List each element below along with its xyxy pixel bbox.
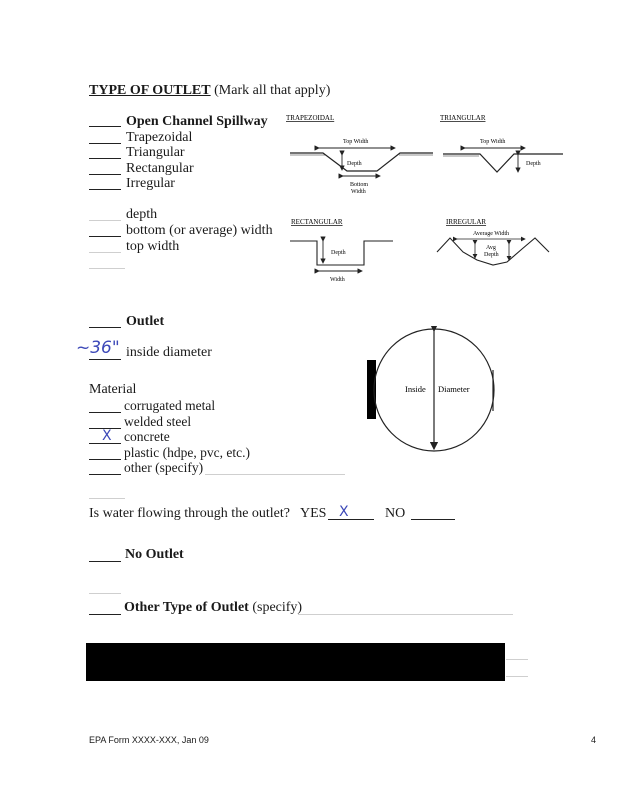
triangular-depth: Depth [526,161,541,167]
rectangular-width: Width [330,277,345,283]
triangular-top-width: Top Width [480,139,506,145]
pipe-circle-diagram [365,326,505,454]
rectangular-title: RECTANGULAR [291,218,343,226]
type-irregular-label: Irregular [126,176,175,191]
trapezoidal-title: TRAPEZOIDAL [286,114,335,122]
spillway-checkbox-blank[interactable] [89,126,121,127]
flowing-yes-label: YES [300,506,327,521]
no-outlet-blank[interactable] [89,561,121,562]
trapezoidal-diagram [286,114,433,195]
material-heading: Material [89,382,137,397]
other-type-blank[interactable] [89,614,121,615]
measure-top-width-label: top width [126,239,180,254]
irregular-title: IRREGULAR [446,218,487,226]
other-type-specify-line[interactable] [298,614,513,615]
handwritten-diameter-value: ~36" [76,338,120,358]
redaction-block [86,643,505,681]
flowing-no-label: NO [385,506,406,521]
material-corrugated-blank[interactable] [89,412,121,413]
flowing-no-blank[interactable] [411,519,455,520]
material-other-blank[interactable] [89,474,121,475]
circle-inside-label: Inside [405,384,426,394]
concrete-x-mark: X [102,428,112,444]
no-outlet-label: No Outlet [125,547,184,562]
material-concrete-label: concrete [124,429,170,444]
spillway-heading: Open Channel Spillway [126,114,268,129]
trapezoidal-bottom: Bottom [350,182,369,188]
flowing-question: Is water flowing through the outlet? [89,506,291,521]
material-steel-label: welded steel [124,414,192,429]
section-title [89,83,330,99]
type-irregular-blank[interactable] [89,189,121,190]
type-trapezoidal-blank[interactable] [89,143,121,144]
redaction-line-1 [506,659,528,660]
flowing-yes-x-mark: X [339,504,349,520]
footer-page-number: 4 [591,735,597,745]
type-rectangular-blank[interactable] [89,174,121,175]
material-other-label: other (specify) [124,460,204,475]
other-separator [89,593,121,594]
triangular-diagram [440,114,563,172]
material-plastic-label: plastic (hdpe, pvc, etc.) [124,445,250,460]
type-rectangular-label: Rectangular [126,161,194,176]
measure-extra-blank[interactable] [89,268,125,269]
other-type-heading: Other Type of Outlet [124,600,249,615]
diameter-blank[interactable] [89,359,121,360]
outlet-checkbox-blank[interactable] [89,327,121,328]
trapezoidal-top-width: Top Width [343,139,369,145]
section-title-text: TYPE OF OUTLET [89,83,211,98]
outlet-heading: Outlet [126,314,165,329]
footer-form-id: EPA Form XXXX-XXX, Jan 09 [89,735,209,745]
measure-width-blank[interactable] [89,236,121,237]
redaction-line-2 [506,676,528,677]
irregular-avg: Avg [486,245,496,251]
measure-depth-label: depth [126,207,158,222]
irregular-depth: Depth [484,252,499,258]
other-type-suffix: (specify) [252,600,303,615]
trapezoidal-bottom-width: Width [351,189,366,195]
rectangular-depth: Depth [331,250,346,256]
section-instruction: (Mark all that apply) [214,83,331,98]
type-triangular-label: Triangular [126,145,185,160]
irregular-average-width: Average Width [473,231,510,237]
measure-width-label: bottom (or average) width [126,223,273,238]
type-triangular-blank[interactable] [89,158,121,159]
rectangular-diagram [290,218,393,283]
material-corrugated-label: corrugated metal [124,398,216,413]
trapezoidal-depth: Depth [347,161,362,167]
diameter-label: inside diameter [126,345,212,360]
flowing-yes-blank[interactable] [328,519,374,520]
type-trapezoidal-label: Trapezoidal [126,130,193,145]
flowing-separator [89,498,125,499]
material-plastic-blank[interactable] [89,459,121,460]
material-other-specify-line[interactable] [205,474,345,475]
irregular-diagram [437,218,549,265]
circle-diameter-label: Diameter [438,384,470,394]
channel-diagrams [285,110,585,290]
measure-depth-blank[interactable] [89,220,121,221]
triangular-title: TRIANGULAR [440,114,486,122]
measure-top-width-blank[interactable] [89,252,121,253]
